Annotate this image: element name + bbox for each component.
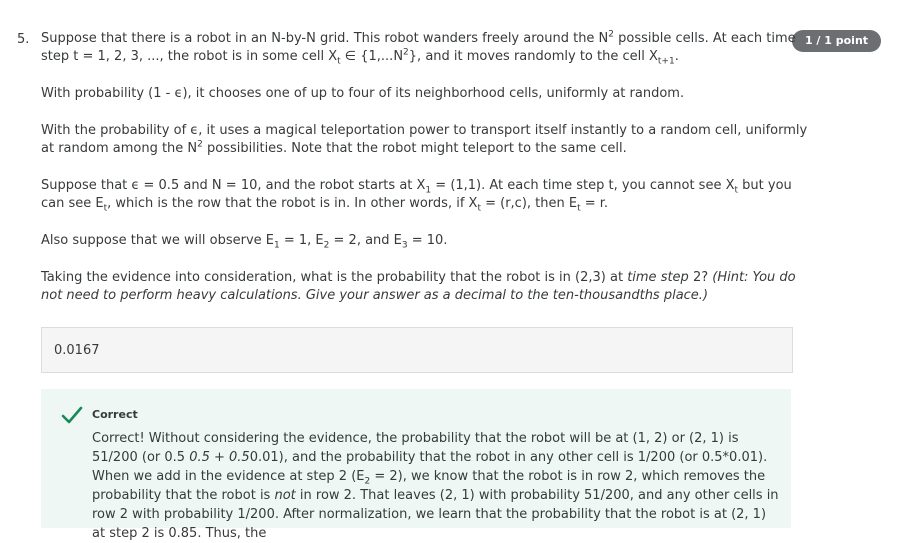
question-paragraph-6: Taking the evidence into consideration, what is the probability that the robot is in (2,3) at time step 2? (Hint: You do not need to perform heavy calculations. Give your answer as a decimal to the ten-thousandths place.): [41, 270, 796, 303]
feedback-title: Correct: [92, 408, 138, 421]
score-badge: 1 / 1 point: [792, 30, 881, 52]
answer-input[interactable]: [41, 327, 793, 373]
question-paragraph-5: Also suppose that we will observe $E_1 = 1$, $E_2 = 2$, and $E_3 = 10$.: [41, 233, 448, 251]
question-paragraph-4: Suppose that ϵ = 0.5 and N = 10, and the robot starts at $X_1 = (1,1)$. At each time step t, you cannot see $X_t$ but you can see $E_t$, which is the row that the robot is in. In other words, if $X_t = (r,c)$, then $E_t = r$.: [41, 178, 792, 214]
answer-value: 0.0167: [54, 343, 100, 358]
feedback-text: Correct! Without considering the evidence, the probability that the robot will be at (1, 2) or (2, 1) is 51/200 (or 0.5 0.5 + 0.50.01), and the probability that the robot in any other cell is 1/200 (or 0.5*0.01). When we add in the evidence at step 2 $(E_2 = 2)$, we know that the robot is in row 2, which removes the probability that the robot is not in row 2. That leaves (2, 1) with probability 51/200, and any other cells in row 2 with probability 1/200. After normalization, we learn that the probability that the robot is at (2, 1) at step 2 is 0.85. Thus, the: [92, 431, 779, 541]
question-paragraph-3: With the probability of ϵ, it uses a magical teleportation power to transport itself instantly to a random cell, uniformly at random among the $N^2$ possibilities. Note that the robot might teleport to the same cell.: [41, 123, 808, 156]
question-paragraph-1: Suppose that there is a robot in an N-by-N grid. This robot wanders freely around the $N^2$ possible cells. At each time step t = 1, 2, 3, ..., the robot is in some cell $X_t$ ∈ $\{1,...N^2\}$, and it moves randomly to the cell $X_{t+1}$.: [41, 29, 796, 67]
question-paragraph-2: With probability (1 - ϵ), it chooses one of up to four of its neighborhood cells, uniformly at random.: [41, 86, 685, 101]
feedback-panel: [41, 389, 791, 541]
question-text: [41, 30, 811, 324]
question-number: 5.: [17, 32, 30, 47]
checkmark-icon: [61, 405, 83, 425]
